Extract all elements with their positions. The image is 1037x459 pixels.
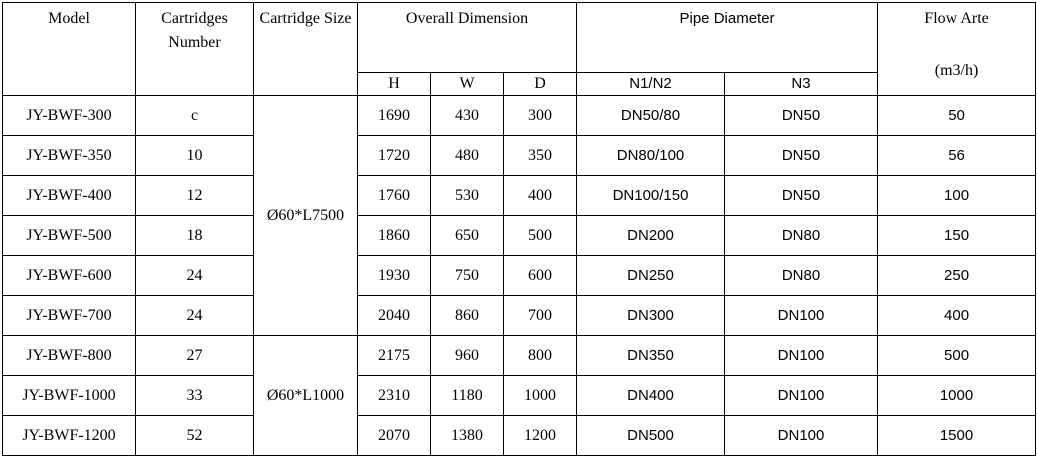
cell-cartridges: 52 xyxy=(136,416,254,456)
cell-h: 2070 xyxy=(358,416,431,456)
cell-w: 1380 xyxy=(431,416,504,456)
cell-d: 1200 xyxy=(504,416,577,456)
cell-w: 960 xyxy=(431,336,504,376)
cell-n1n2: DN50/80 xyxy=(577,96,725,136)
cell-n1n2: DN200 xyxy=(577,216,725,256)
cell-cartridges: 24 xyxy=(136,256,254,296)
cell-cartridges: 12 xyxy=(136,176,254,216)
cell-model: JY-BWF-800 xyxy=(3,336,136,376)
cell-model: JY-BWF-350 xyxy=(3,136,136,176)
header-model: Model xyxy=(3,3,136,96)
cell-flow: 400 xyxy=(878,296,1036,336)
header-flow-rate xyxy=(878,3,1036,96)
cell-h: 1930 xyxy=(358,256,431,296)
cell-n3: DN50 xyxy=(725,176,878,216)
cell-n3: DN100 xyxy=(725,296,878,336)
cell-h: 1690 xyxy=(358,96,431,136)
cell-n1n2: DN350 xyxy=(577,336,725,376)
cell-n1n2: DN300 xyxy=(577,296,725,336)
cell-d: 400 xyxy=(504,176,577,216)
cell-flow: 1000 xyxy=(878,376,1036,416)
header-cartridges-number: Cartridges Number xyxy=(136,3,254,96)
cell-d: 1000 xyxy=(504,376,577,416)
cell-w: 530 xyxy=(431,176,504,216)
table-row xyxy=(3,336,1036,376)
cell-n1n2: DN500 xyxy=(577,416,725,456)
cell-flow: 150 xyxy=(878,216,1036,256)
table-row xyxy=(3,176,1036,216)
header-n1n2: N1/N2 xyxy=(577,73,725,96)
cell-h: 1720 xyxy=(358,136,431,176)
cell-h: 2040 xyxy=(358,296,431,336)
cell-d: 600 xyxy=(504,256,577,296)
cell-d: 500 xyxy=(504,216,577,256)
cell-cartridges: 24 xyxy=(136,296,254,336)
cell-model: JY-BWF-500 xyxy=(3,216,136,256)
cell-cartridges: 18 xyxy=(136,216,254,256)
cell-h: 2310 xyxy=(358,376,431,416)
cell-model: JY-BWF-600 xyxy=(3,256,136,296)
cell-flow: 250 xyxy=(878,256,1036,296)
table-row xyxy=(3,96,1036,136)
cell-cartridges: 27 xyxy=(136,336,254,376)
cell-flow: 50 xyxy=(878,96,1036,136)
cell-model: JY-BWF-700 xyxy=(3,296,136,336)
header-h: H xyxy=(358,73,431,96)
cell-h: 1760 xyxy=(358,176,431,216)
cell-model: JY-BWF-1200 xyxy=(3,416,136,456)
cell-n3: DN100 xyxy=(725,336,878,376)
cell-n1n2: DN400 xyxy=(577,376,725,416)
table-row xyxy=(3,256,1036,296)
cell-model: JY-BWF-1000 xyxy=(3,376,136,416)
cell-cartridge-size: Ø60*L7500 xyxy=(254,96,358,336)
header-pipe-diameter: Pipe Diameter xyxy=(577,3,878,73)
header-n3: N3 xyxy=(725,73,878,96)
cell-w: 650 xyxy=(431,216,504,256)
cell-d: 300 xyxy=(504,96,577,136)
spec-table xyxy=(2,2,1036,456)
cell-d: 350 xyxy=(504,136,577,176)
cell-w: 1180 xyxy=(431,376,504,416)
cell-cartridges: c xyxy=(136,96,254,136)
header-d: D xyxy=(504,73,577,96)
cell-flow: 500 xyxy=(878,336,1036,376)
cell-h: 2175 xyxy=(358,336,431,376)
flow-title: Flow Arte xyxy=(924,10,989,27)
cell-n3: DN100 xyxy=(725,376,878,416)
cell-d: 800 xyxy=(504,336,577,376)
cell-cartridges: 10 xyxy=(136,136,254,176)
cell-n1n2: DN100/150 xyxy=(577,176,725,216)
cell-n3: DN100 xyxy=(725,416,878,456)
cell-flow: 100 xyxy=(878,176,1036,216)
cell-w: 430 xyxy=(431,96,504,136)
cell-flow: 1500 xyxy=(878,416,1036,456)
table-row xyxy=(3,136,1036,176)
table-row xyxy=(3,416,1036,456)
flow-unit: (m3/h) xyxy=(934,62,979,79)
header-w: W xyxy=(431,73,504,96)
cell-cartridge-size: Ø60*L1000 xyxy=(254,336,358,456)
cell-w: 860 xyxy=(431,296,504,336)
table-row xyxy=(3,376,1036,416)
cell-cartridges: 33 xyxy=(136,376,254,416)
cell-n3: DN50 xyxy=(725,136,878,176)
header-overall-dimension: Overall Dimension xyxy=(358,3,577,73)
table-row xyxy=(3,296,1036,336)
cell-n3: DN80 xyxy=(725,256,878,296)
cell-n1n2: DN250 xyxy=(577,256,725,296)
header-cartridge-size: Cartridge Size xyxy=(254,3,358,96)
cell-n3: DN50 xyxy=(725,96,878,136)
cell-w: 750 xyxy=(431,256,504,296)
cell-n3: DN80 xyxy=(725,216,878,256)
cell-w: 480 xyxy=(431,136,504,176)
cell-n1n2: DN80/100 xyxy=(577,136,725,176)
cell-h: 1860 xyxy=(358,216,431,256)
cell-d: 700 xyxy=(504,296,577,336)
cell-flow: 56 xyxy=(878,136,1036,176)
cell-model: JY-BWF-400 xyxy=(3,176,136,216)
table-row xyxy=(3,216,1036,256)
cell-model: JY-BWF-300 xyxy=(3,96,136,136)
